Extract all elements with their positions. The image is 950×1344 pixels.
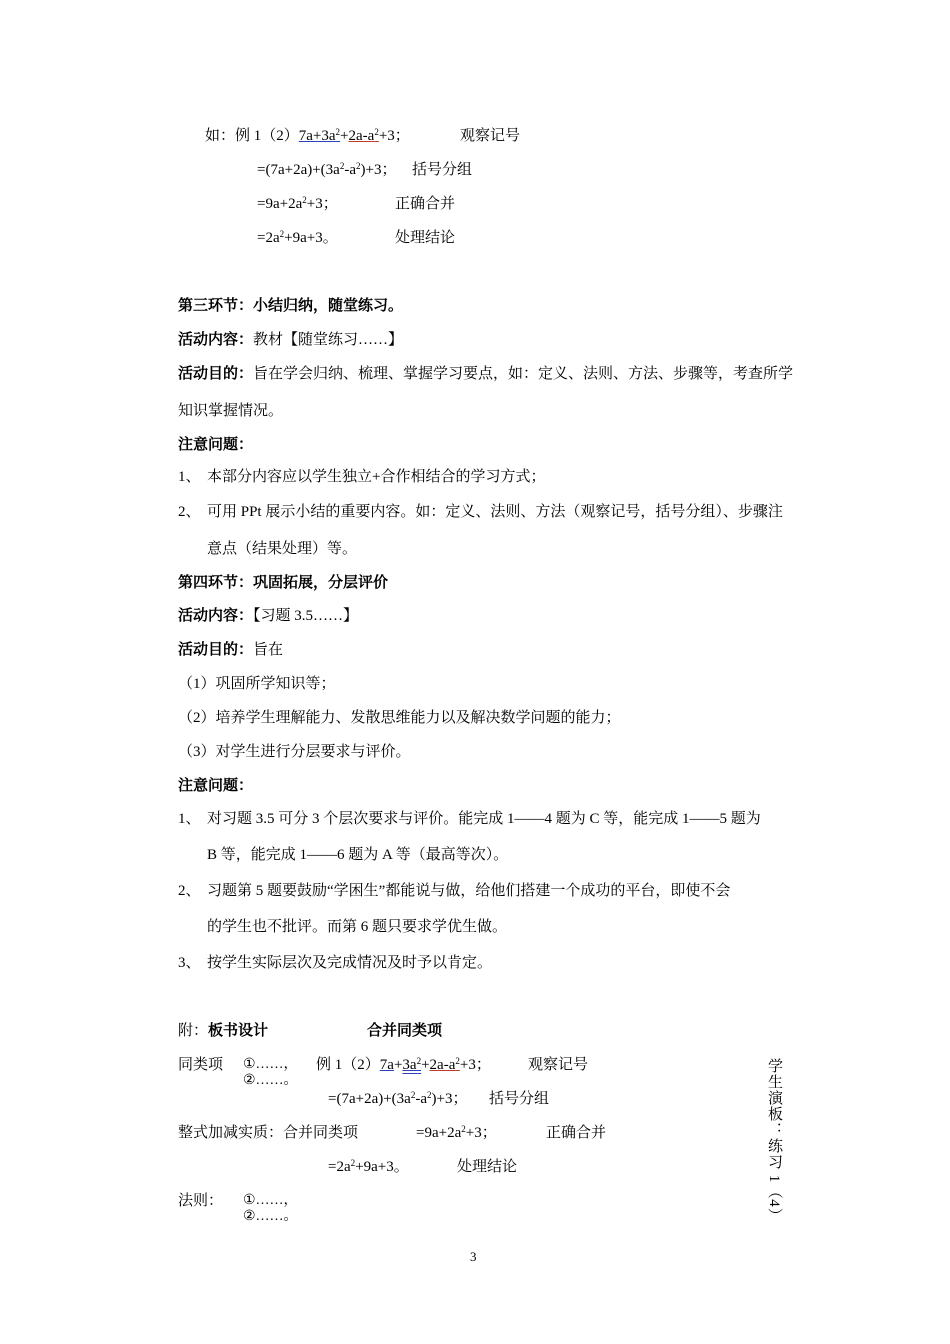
example-line-3: $=9a+2a^2+3$； (257, 195, 338, 212)
example-line-4: $=2a^2+9a+3$。 (257, 229, 338, 246)
example-prefix: 如：例 1（2） (205, 128, 299, 144)
section3-title: 第三环节：小结归纳，随堂练习。 (178, 298, 404, 314)
board-essence: 整式加减实质：合并同类项 (178, 1125, 359, 1141)
section4-title: 第四环节：巩固拓展，分层评价 (178, 575, 389, 591)
example-term-2: $2a-a^2$ (348, 127, 379, 144)
board-title: 合并同类项 (367, 1023, 443, 1039)
board-side-note: 学生演板：练习 1（4） (766, 1058, 782, 1224)
board-rule-1: ①……， (243, 1193, 298, 1208)
section4-item1-num: 1、 (178, 811, 201, 827)
board-example-line-1: 例 $1(2)7a+3a^2+2a-a^2+3$； (316, 1056, 491, 1073)
section3-item1-num: 1、 (178, 469, 201, 485)
board-line-4: $=2a^2+9a+3$。 (328, 1158, 409, 1175)
board-note-4: 处理结论 (457, 1159, 518, 1175)
section4-attention: 注意问题： (178, 778, 254, 794)
section3-goal-line2: 知识掌握情况。 (178, 403, 284, 419)
section3-goal: 活动目的：旨在学会归纳、梳理、掌握学习要点，如：定义、法则、方法、步骤等，考查所学 (178, 366, 794, 382)
board-tlx-label: 同类项 (178, 1057, 224, 1073)
section4-content: 活动内容：【习题 3.5……】 (178, 608, 359, 624)
example-note-2: 括号分组 (412, 162, 473, 178)
section4-item2-line2: 的学生也不批评。而第 6 题只要求学优生做。 (207, 919, 508, 935)
section3-attention: 注意问题： (178, 437, 254, 453)
board-concept-1: ①……， (243, 1057, 298, 1072)
board-concept-2: ②……。 (243, 1073, 298, 1088)
section3-item2-num: 2、 (178, 504, 201, 520)
page-number: 3 (470, 1249, 477, 1264)
board-heading: 附：板书设计 (178, 1023, 269, 1039)
section4-goal-3: （3）对学生进行分层要求与评价。 (178, 744, 411, 760)
board-rule-label: 法则： (178, 1193, 224, 1209)
section4-item1-line1: 对习题 3.5 可分 3 个层次要求与评价。能完成 1——4 题为 C 等，能完成 1——5 题为 (207, 811, 761, 827)
example-line-1 (205, 126, 410, 146)
example-tail: +3； (378, 128, 410, 144)
example-note-1: 观察记号 (460, 128, 521, 144)
section4-item3: 按学生实际层次及完成情况及时予以肯定。 (207, 955, 493, 971)
section4-item1-line2: B 等，能完成 1——6 题为 A 等（最高等次）。 (207, 847, 509, 863)
section3-item2-line2: 意点（结果处理）等。 (207, 541, 358, 557)
board-note-3: 正确合并 (546, 1125, 607, 1141)
example-note-3: 正确合并 (395, 196, 456, 212)
example-line-2: $=(7a+2a)+(3a^2-a^2)+3$； (257, 161, 397, 178)
example-note-4: 处理结论 (395, 230, 456, 246)
board-note-2: 括号分组 (489, 1091, 550, 1107)
board-note-1: 观察记号 (528, 1057, 589, 1073)
board-line-3: $=9a+2a^2+3$； (416, 1124, 497, 1141)
section3-item2-line1: 可用 PPt 展示小结的重要内容。如：定义、法则、方法（观察记号，括号分组）、步骤注 (207, 504, 783, 520)
section4-item3-num: 3、 (178, 955, 201, 971)
section3-item1: 本部分内容应以学生独立+合作相结合的学习方式； (207, 469, 546, 485)
section4-item2-line1: 习题第 5 题要鼓励“学困生”都能说与做，给他们搭建一个成功的平台，即使不会 (207, 883, 731, 899)
section4-item2-num: 2、 (178, 883, 201, 899)
board-line-2: $=(7a+2a)+(3a^2-a^2)+3$； (328, 1090, 468, 1107)
section4-goal-2: （2）培养学生理解能力、发散思维能力以及解决数学问题的能力； (178, 710, 621, 726)
section4-goal-1: （1）巩固所学知识等； (178, 676, 336, 692)
plus-sign: + (340, 128, 349, 144)
section4-goal: 活动目的：旨在 (178, 642, 284, 658)
board-rule-2: ②……。 (243, 1209, 298, 1224)
example-term-1: $7a+3a^2$ (298, 127, 341, 144)
section3-content: 活动内容：教材【随堂练习……】 (178, 332, 404, 348)
